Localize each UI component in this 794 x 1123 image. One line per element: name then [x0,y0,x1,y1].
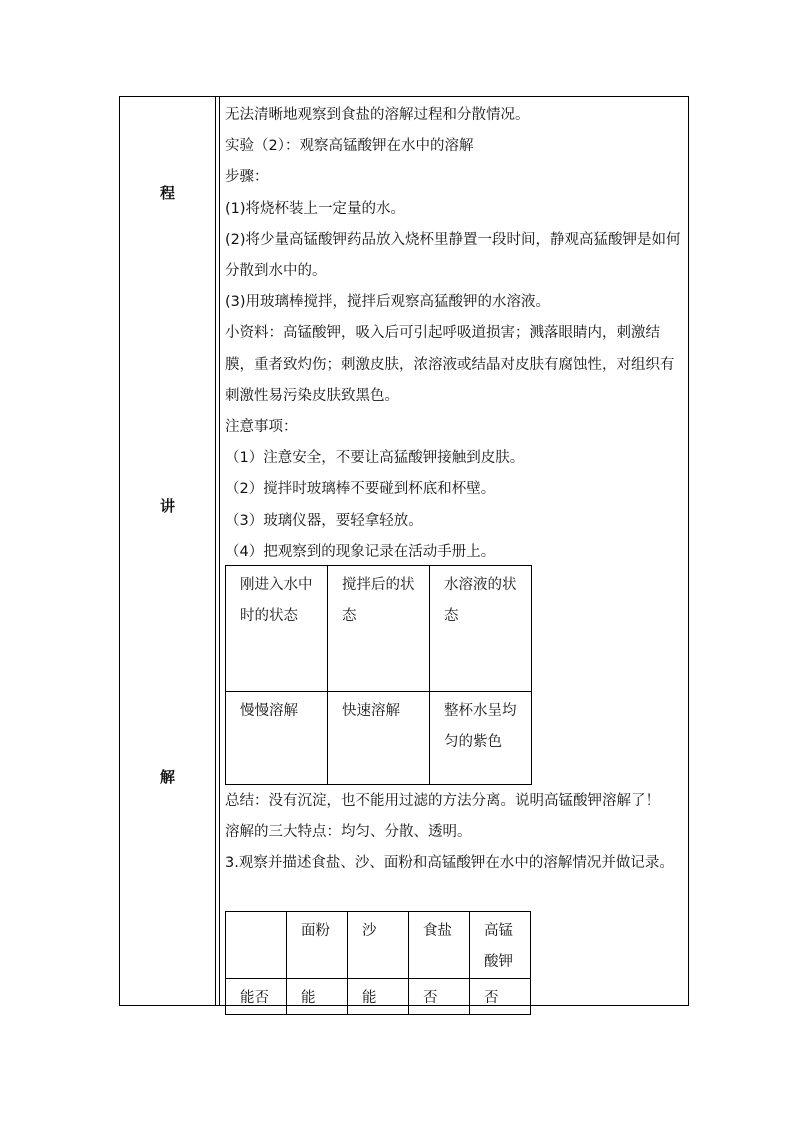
column-divider-inner [219,96,220,1006]
step-1: (1)将烧杯装上一定量的水。 [225,200,406,217]
table-cell: 能 [287,979,348,1015]
table-cell: 能否 [226,979,287,1015]
table-cell: 快速溶解 [328,692,430,785]
side-label-cheng: 程 [160,184,176,202]
note-3: （3）玻璃仪器，要轻拿轻放。 [225,512,423,529]
summary: 总结：没有沉淀，也不能用过滤的方法分离。说明高锰酸钾溶解了！ [225,793,660,809]
side-label-jiang: 讲 [160,497,176,515]
table-cell [226,912,287,979]
side-label-jie: 解 [160,768,176,786]
notes-heading: 注意事项： [225,419,298,436]
table-cell: 否 [409,979,470,1015]
table-cell: 整杯水呈均匀的紫色 [430,692,532,785]
info-note: 小资料：高锰酸钾，吸入后可引起呼吸道损害；溅落眼睛内，刺激结膜，重者致灼伤；刺激皮肤，浓溶液或结晶对皮肤有腐蚀性，对组织有刺激性易污染皮肤致黑色。 [225,325,675,404]
content-body [225,100,685,568]
table-cell: 否 [470,979,531,1015]
steps-heading: 步骤： [225,169,269,186]
note-2: （2）搅拌时玻璃棒不要碰到杯底和杯壁。 [225,481,496,498]
table-cell: 能 [348,979,409,1015]
task-3: 3.观察并描述食盐、沙、面粉和高锰酸钾在水中的溶解情况并做记录。 [225,855,674,872]
table-cell: 慢慢溶解 [226,692,328,785]
dissolve-record-table [225,911,531,1015]
column-divider [215,96,216,1006]
summary-block [225,786,685,880]
table-cell: 搅拌后的状态 [328,566,430,692]
step-3: (3)用玻璃棒搅拌，搅拌后观察高猛酸钾的水溶液。 [225,294,551,311]
note-4: （4）把观察到的现象记录在活动手册上。 [225,543,496,560]
observation-table [225,565,532,785]
table-cell: 刚进入水中时的状态 [226,566,328,692]
dissolve-features: 溶解的三大特点：均匀、分散、透明。 [225,824,472,841]
paragraph: 无法清晰地观察到食盐的溶解过程和分散情况。 [225,107,530,123]
table-cell: 食盐 [409,912,470,979]
table-cell: 水溶液的状态 [430,566,532,692]
table-cell: 高锰酸钾 [470,912,531,979]
experiment-title: 实验（2）：观察高锰酸钾在水中的溶解 [225,138,474,155]
table-cell: 面粉 [287,912,348,979]
table-cell: 沙 [348,912,409,979]
note-1: （1）注意安全，不要让高猛酸钾接触到皮肤。 [225,450,525,467]
step-2: (2)将少量高锰酸钾药品放入烧杯里静置一段时间，静观高猛酸钾是如何分散到水中的。 [225,231,681,280]
